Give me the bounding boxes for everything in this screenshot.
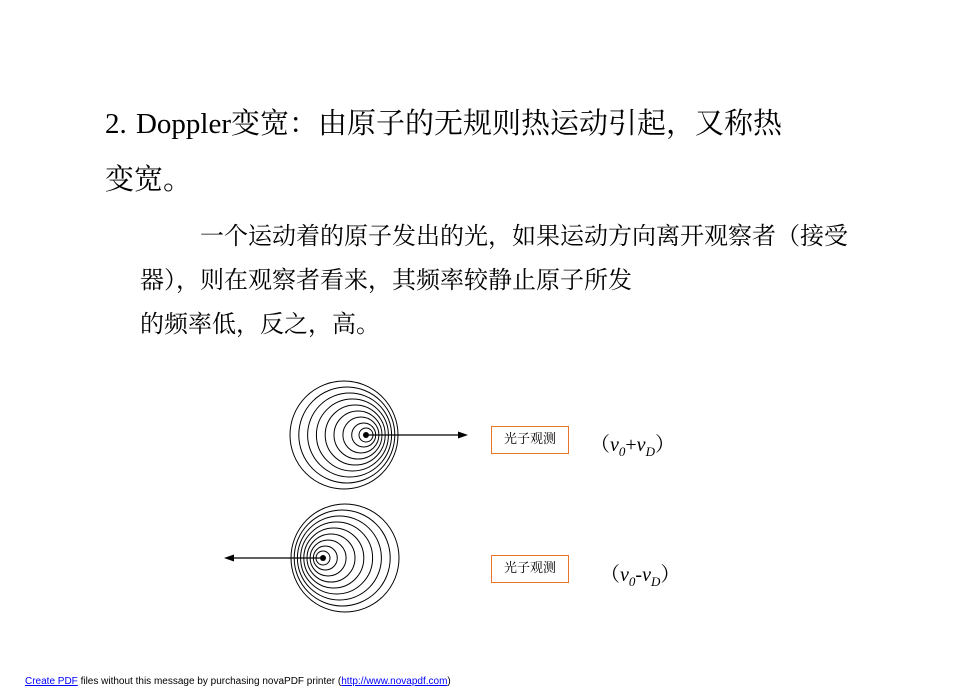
heading-line2: 变宽。 — [105, 162, 193, 196]
bottom-atom-dot — [320, 555, 326, 561]
create-pdf-link[interactable]: Create PDF — [25, 676, 78, 687]
frequency-label-top: $(\nu_0+\nu_D)$ — [590, 434, 675, 459]
observer-box-top: 光子观测 — [491, 426, 569, 454]
pdf-footer: Create PDF files without this message by purchasing novaPDF printer (http://www.novapdf.com) — [25, 676, 451, 687]
top-atom-dot — [363, 432, 369, 438]
heading-line1: 变宽：由原子的无规则热运动引起，又称热 — [231, 106, 783, 140]
novapdf-link[interactable]: http://www.novapdf.com — [341, 676, 448, 687]
paragraph-end: 的频率低，反之，高。 — [140, 310, 380, 338]
doppler-term: Doppler — [135, 108, 231, 140]
section-number: 2. — [105, 108, 127, 140]
frequency-label-bottom: $(\nu_0-\nu_D)$ — [600, 564, 681, 589]
top-arrow — [369, 432, 468, 439]
bottom-arrow — [224, 555, 320, 562]
paragraph-text: 一个运动着的原子发出的光，如果运动方向离开观察者（接受器），则在观察者看来，其频率较静止原子所发 — [140, 222, 848, 294]
observer-box-bottom: 光子观测 — [491, 555, 569, 583]
